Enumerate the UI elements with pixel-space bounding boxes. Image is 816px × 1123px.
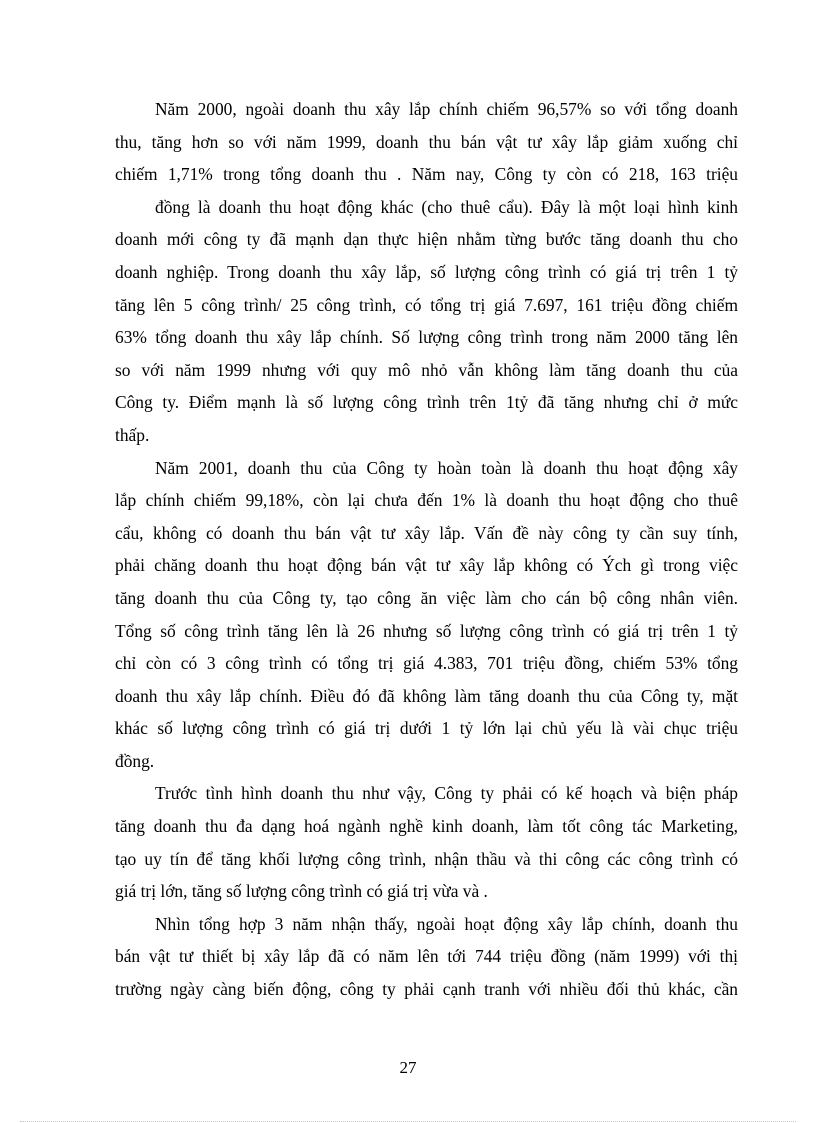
text-line: tăng lên 5 công trình/ 25 công trình, có tổng trị giá 7.697, 161 triệu đồng chiếm [115, 294, 738, 315]
footer-divider [20, 1121, 796, 1122]
text-line: trường ngày càng biến động, công ty phải cạnh tranh với nhiều đối thủ khác, cần [115, 979, 738, 1000]
text-line: giá trị lớn, tăng số lượng công trình có giá trị vừa và . [115, 881, 488, 902]
text-line: chiếm 1,71% trong tổng doanh thu . Năm nay, Công ty còn có 218, 163 triệu [115, 164, 738, 185]
text-line: doanh mới công ty đã mạnh dạn thực hiện nhằm từng bước tăng doanh thu cho [115, 229, 738, 250]
text-line: bán vật tư thiết bị xây lắp đã có năm lên tới 744 triệu đồng (năm 1999) với thị [115, 946, 738, 967]
text-line: Tổng số công trình tăng lên là 26 nhưng số lượng công trình có giá trị trên 1 tỷ [115, 620, 738, 641]
text-line: doanh nghiệp. Trong doanh thu xây lắp, số lượng công trình có giá trị trên 1 tỷ [115, 261, 738, 282]
text-line: thu, tăng hơn so với năm 1999, doanh thu bán vật tư xây lắp giảm xuống chỉ [115, 131, 738, 152]
text-line: tăng doanh thu đa dạng hoá ngành nghề kinh doanh, làm tốt công tác Marketing, [115, 816, 738, 837]
text-line: chỉ còn có 3 công trình có tổng trị giá 4.383, 701 triệu đồng, chiếm 53% tổng [115, 653, 738, 674]
text-line: so với năm 1999 nhưng với quy mô nhỏ vẫn không làm tăng doanh thu của [115, 359, 738, 380]
text-line: thấp. [115, 424, 150, 445]
text-line: Nhìn tổng hợp 3 năm nhận thấy, ngoài hoạt động xây lắp chính, doanh thu [155, 913, 738, 934]
text-line: Trước tình hình doanh thu như vậy, Công ty phải có kế hoạch và biện pháp [155, 783, 738, 804]
text-line: Công ty. Điểm mạnh là số lượng công trình trên 1tỷ đã tăng nhưng chỉ ở mức [115, 392, 738, 413]
text-line: cẩu, không có doanh thu bán vật tư xây lắp. Vấn đề này công ty cần suy tính, [115, 522, 738, 543]
text-line: Năm 2001, doanh thu của Công ty hoàn toàn là doanh thu hoạt động xây [155, 457, 738, 478]
text-line: 63% tổng doanh thu xây lắp chính. Số lượng công trình trong năm 2000 tăng lên [115, 327, 738, 348]
text-line: khác số lượng công trình có giá trị dưới 1 tỷ lớn lại chủ yếu là vài chục triệu [115, 718, 738, 739]
text-line: phải chăng doanh thu hoạt động bán vật tư xây lắp không có Ých gì trong việc [115, 555, 738, 576]
text-line: lắp chính chiếm 99,18%, còn lại chưa đến 1% là doanh thu hoạt động cho thuê [115, 490, 738, 511]
page-number: 27 [399, 1058, 417, 1077]
text-line: Năm 2000, ngoài doanh thu xây lắp chính chiếm 96,57% so với tổng doanh [155, 99, 738, 119]
text-line: doanh thu xây lắp chính. Điều đó đã không làm tăng doanh thu của Công ty, mặt [115, 685, 738, 706]
body-text [115, 93, 738, 1006]
text-line: đồng là doanh thu hoạt động khác (cho thuê cẩu). Đây là một loại hình kinh [155, 196, 738, 217]
text-line: tạo uy tín để tăng khối lượng công trình, nhận thầu và thi công các công trình có [115, 848, 738, 869]
text-line: tăng doanh thu của Công ty, tạo công ăn việc làm cho cán bộ công nhân viên. [115, 587, 738, 608]
text-line: đồng. [115, 750, 155, 771]
